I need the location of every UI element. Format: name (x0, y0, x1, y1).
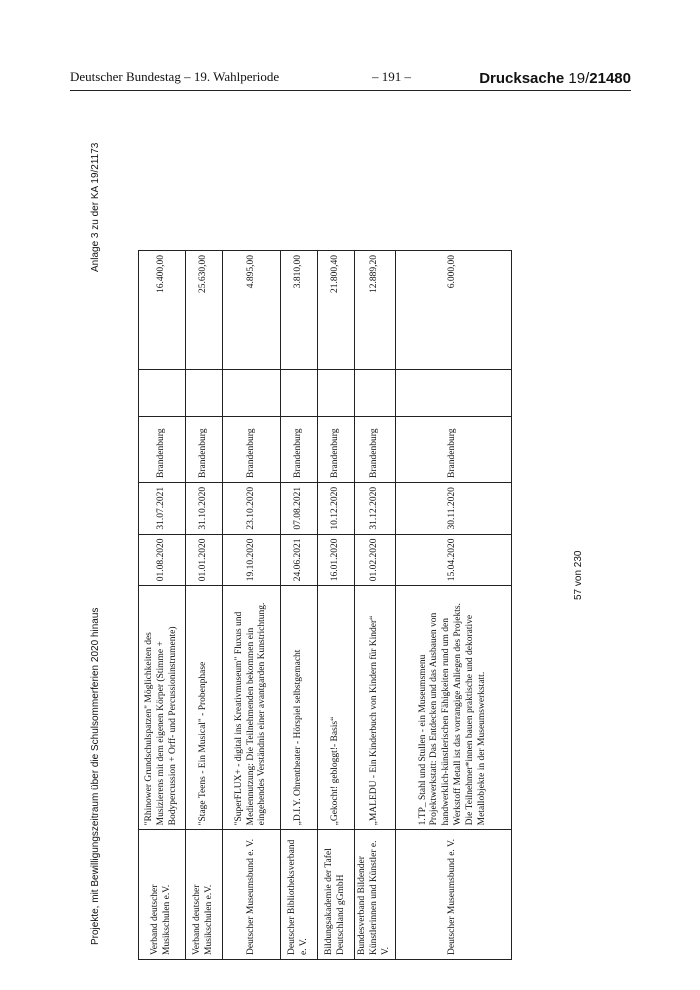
rotated-landscape-page (80, 130, 584, 990)
state-cell: Brandenburg (186, 417, 223, 483)
table-row (186, 251, 223, 960)
header-document-number (479, 70, 631, 87)
amount-cell: 3.810,00 (281, 251, 318, 370)
empty-cell (395, 369, 511, 417)
header-drucksache-label: Drucksache (479, 70, 565, 87)
empty-cell (139, 369, 186, 417)
empty-cell (355, 369, 396, 417)
project-cell: „D.I.Y. Ohrentheater - Hörspiel selbstgemacht (281, 586, 318, 830)
state-cell: Brandenburg (395, 417, 511, 483)
organization-cell: Verband deutscher Musikschulen e.V. (186, 830, 223, 960)
empty-cell (186, 369, 223, 417)
project-cell: "Rhinower Grundschulspatzen" Möglichkeiten des Musizierens mit dem eigenen Körper (Stimme + Bodypercussion + Orff- und Percussioninstrumente) (139, 586, 186, 830)
project-table (138, 250, 512, 960)
page-header (70, 68, 631, 91)
state-cell: Brandenburg (223, 417, 281, 483)
organization-cell: Deutscher Museumsbund e. V. (223, 830, 281, 960)
table-row (355, 251, 396, 960)
state-cell: Brandenburg (355, 417, 396, 483)
header-number-prefix: 19/ (568, 70, 590, 87)
organization-cell: Deutscher Museumsbund e. V. (395, 830, 511, 960)
end-date-cell: 31.10.2020 (186, 482, 223, 534)
organization-cell: Deutscher Bibliotheksverband e. V. (281, 830, 318, 960)
start-date-cell: 16.01.2020 (318, 534, 355, 586)
header-page-number: – 191 – (372, 69, 411, 84)
organization-cell: Bundesverband Bildender Künstlerinnen und Künstler e. V. (355, 830, 396, 960)
amount-cell: 16.400,00 (139, 251, 186, 370)
start-date-cell: 01.01.2020 (186, 534, 223, 586)
end-date-cell: 31.12.2020 (355, 482, 396, 534)
start-date-cell: 24.06.2021 (281, 534, 318, 586)
page-counter: 57 von 230 (573, 550, 584, 600)
project-cell: „Gekocht! gebloggt!- Basis“ (318, 586, 355, 830)
end-date-cell: 23.10.2020 (223, 482, 281, 534)
start-date-cell: 19.10.2020 (223, 534, 281, 586)
state-cell: Brandenburg (281, 417, 318, 483)
table-row (223, 251, 281, 960)
state-cell: Brandenburg (139, 417, 186, 483)
table-row (281, 251, 318, 960)
table-row (318, 251, 355, 960)
amount-cell: 4.895,00 (223, 251, 281, 370)
table-title: Projekte, mit Bewilligungszeitraum über die Schulsommerferien 2020 hinaus (90, 607, 101, 945)
annex-reference: Anlage 3 zu der KA 19/21173 (90, 142, 101, 272)
start-date-cell: 15.04.2020 (395, 534, 511, 586)
project-cell: "SuperFLUX+ - digital ins Kreativmuseum" Fluxus und Mediennutzung: Die Teilnehmenden bekommen ein eingehendes Verständnis einer avantgarden Kunstrichtung. (223, 586, 281, 830)
amount-cell: 21.800,40 (318, 251, 355, 370)
organization-cell: Bildungsakademie der Tafel Deutschland gGmbH (318, 830, 355, 960)
project-cell: „MALEDU - Ein Kinderbuch von Kindern für Kinder“ (355, 586, 396, 830)
project-cell: 1.TP_ Stahl und Stullen - ein Museumsmenu Projektwerkstatt: Das Entdecken und das Ausbauen von handwerklich-künstlerischen Fähigkeiten rund um den Werkstoff Metall ist das vorrangige Anliegen des Projekts. Die Teilnehmer*innen bauen praktische und dekorative Metallobjekte in der Museumswerkstatt. (395, 586, 511, 830)
header-number-main: 21480 (589, 70, 631, 87)
state-cell: Brandenburg (318, 417, 355, 483)
table-row (139, 251, 186, 960)
amount-cell: 25.630,00 (186, 251, 223, 370)
end-date-cell: 10.12.2020 (318, 482, 355, 534)
table-row (395, 251, 511, 960)
end-date-cell: 30.11.2020 (395, 482, 511, 534)
empty-cell (281, 369, 318, 417)
end-date-cell: 31.07.2021 (139, 482, 186, 534)
end-date-cell: 07.08.2021 (281, 482, 318, 534)
empty-cell (223, 369, 281, 417)
header-publication: Deutscher Bundestag – 19. Wahlperiode (70, 69, 280, 84)
empty-cell (318, 369, 355, 417)
organization-cell: Verband deutscher Musikschulen e.V. (139, 830, 186, 960)
project-cell: "Stage Teens - Ein Musical" - Probenphase (186, 586, 223, 830)
start-date-cell: 01.08.2020 (139, 534, 186, 586)
amount-cell: 12.889,20 (355, 251, 396, 370)
amount-cell: 6.000,00 (395, 251, 511, 370)
start-date-cell: 01.02.2020 (355, 534, 396, 586)
